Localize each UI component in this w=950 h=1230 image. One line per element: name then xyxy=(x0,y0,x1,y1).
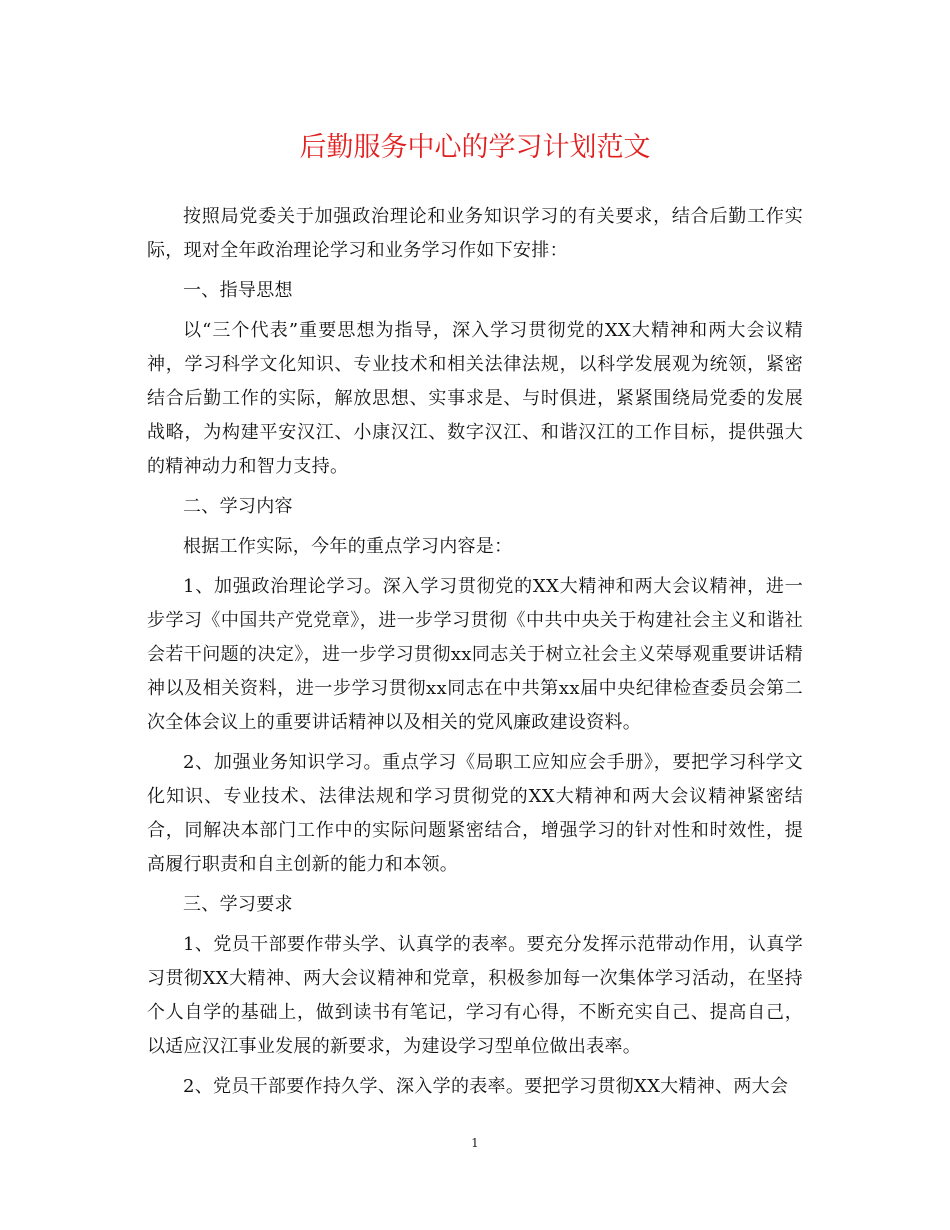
section-heading-guiding-thought: 一、指导思想 xyxy=(183,280,293,301)
paragraph-study-content-intro: 根据工作实际，今年的重点学习内容是： xyxy=(183,536,513,557)
document-title: 后勤服务中心的学习计划范文 xyxy=(299,132,651,163)
page-number: 1 xyxy=(471,1136,479,1150)
section-heading-study-content: 二、学习内容 xyxy=(183,496,293,517)
paragraph-requirement-2: 2、党员干部要作持久学、深入学的表率。要把学习贯彻XX大精神、两大会 xyxy=(183,1076,789,1097)
paragraph-business-knowledge: 2、加强业务知识学习。重点学习《局职工应知应会手册》，要把学习科学文化知识、专业技术、法律法规和学习贯彻党的XX大精神和两大会议精神紧密结合，同解决本部门工作中的实际问题紧密结合，增强学习的针对性和时效性，提高履行职责和自主创新的能力和本领。 xyxy=(147,752,803,875)
section-heading-study-requirements: 三、学习要求 xyxy=(183,894,293,915)
paragraph-guiding-thought: 以“三个代表”重要思想为指导，深入学习贯彻党的XX大精神和两大会议精神，学习科学文化知识、专业技术和相关法律法规，以科学发展观为统领，紧密结合后勤工作的实际，解放思想、实事求是、与时俱进，紧紧围绕局党委的发展战略，为构建平安汉江、小康汉江、数字汉江、和谐汉江的工作目标，提供强大的精神动力和智力支持。 xyxy=(147,320,803,477)
paragraph-requirement-1: 1、党员干部要作带头学、认真学的表率。要充分发挥示范带动作用，认真学习贯彻XX大精神、两大会议精神和党章，积极参加每一次集体学习活动，在坚持个人自学的基础上，做到读书有笔记，学习有心得，不断充实自己、提高自己，以适应汉江事业发展的新要求，为建设学习型单位做出表率。 xyxy=(147,934,803,1057)
paragraph-political-theory: 1、加强政治理论学习。深入学习贯彻党的XX大精神和两大会议精神，进一步学习《中国共产党党章》，进一步学习贯彻《中共中央关于构建社会主义和谐社会若干问题的决定》，进一步学习贯彻xx同志关于树立社会主义荣辱观重要讲话精神以及相关资料，进一步学习贯彻xx同志在中共第xx届中央纪律检查委员会第二次全体会议上的重要讲话精神以及相关的党风廉政建设资料。 xyxy=(147,576,803,733)
document-body xyxy=(147,200,803,1110)
paragraph-intro: 按照局党委关于加强政治理论和业务知识学习的有关要求，结合后勤工作实际，现对全年政治理论学习和业务学习作如下安排： xyxy=(147,206,803,261)
